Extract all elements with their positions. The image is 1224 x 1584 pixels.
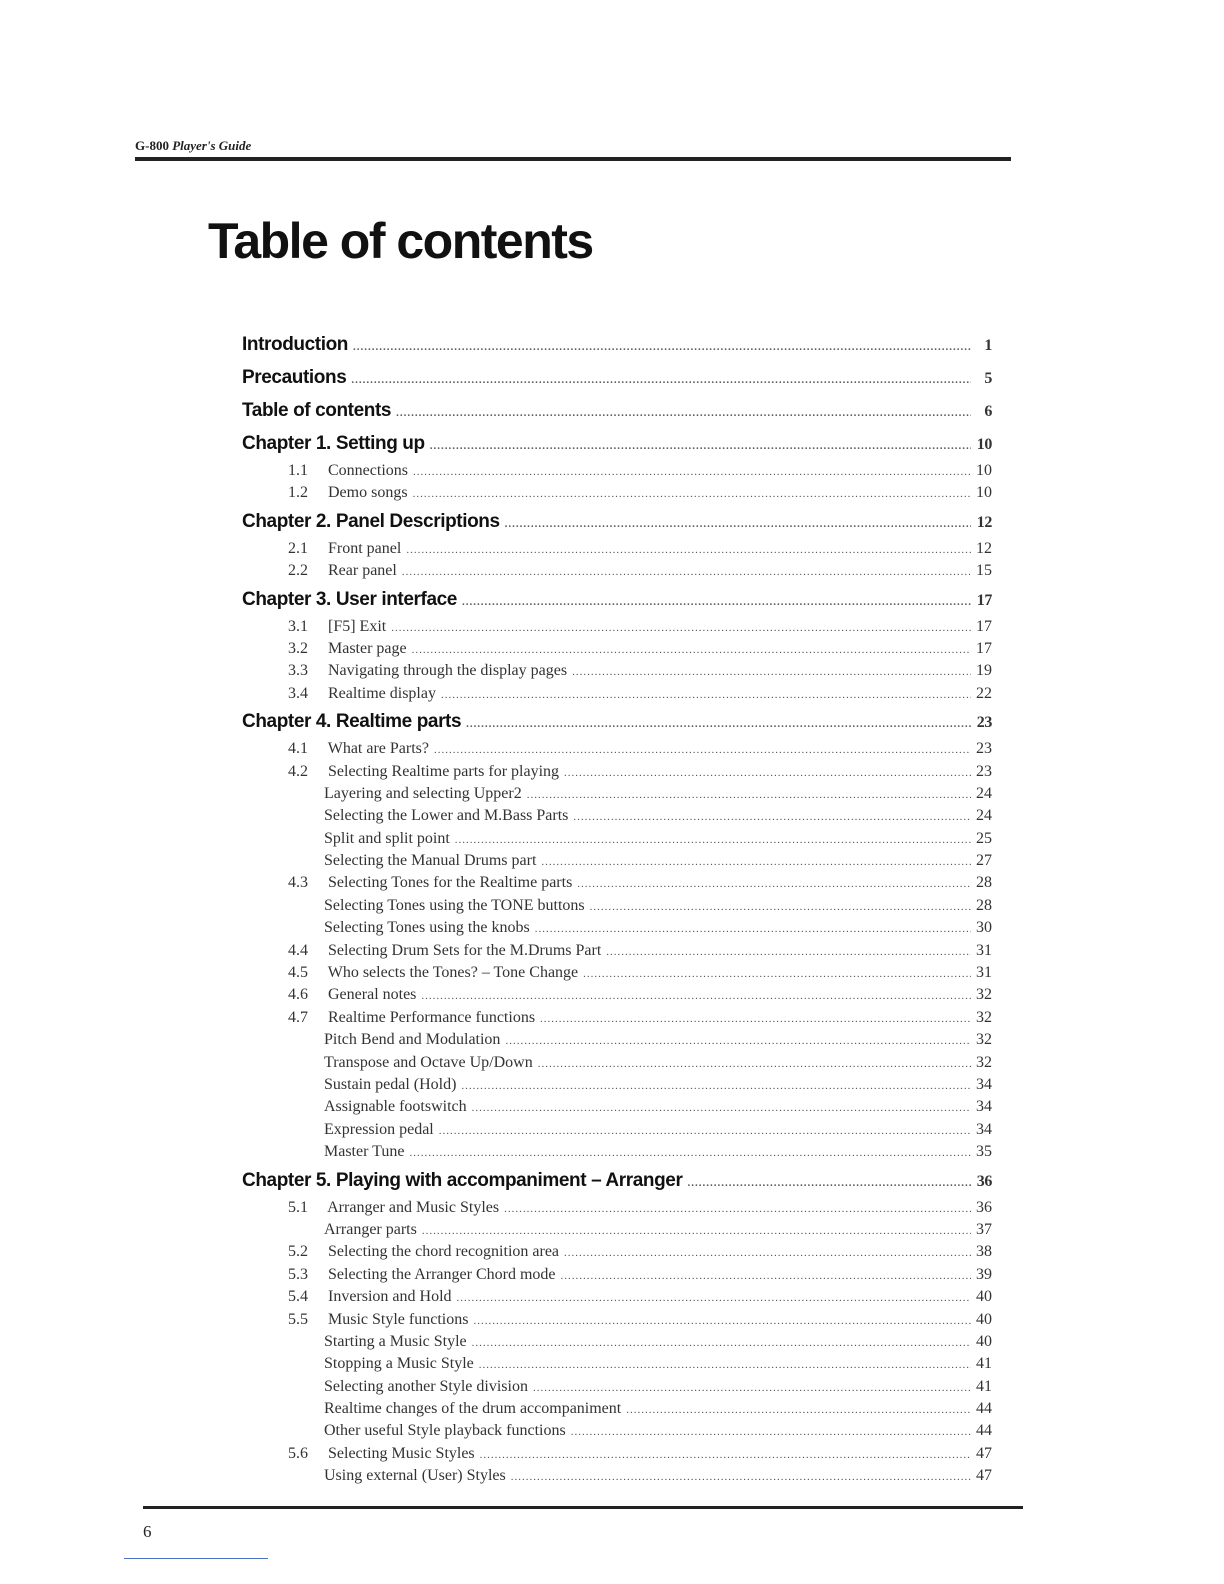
toc-entry-number: 3.4 (288, 684, 308, 702)
dot-leader (572, 661, 971, 682)
toc-entry-text: Selecting another Style division (324, 1377, 528, 1395)
toc-entry-number: 4.3 (288, 874, 308, 892)
toc-subsection-entry[interactable] (242, 1096, 992, 1118)
toc-subsection-entry[interactable] (242, 1074, 992, 1096)
toc-subsection-entry[interactable] (242, 1331, 992, 1353)
toc-entry-number: 5.2 (288, 1243, 308, 1261)
toc-entry-title (242, 328, 348, 361)
dot-leader (353, 331, 971, 361)
footer-underline (124, 1558, 268, 1559)
toc-entry-page: 34 (976, 1075, 992, 1093)
toc-entry-page: 17 (976, 639, 992, 657)
toc-section-entry[interactable] (242, 940, 992, 962)
toc-entry-text: Selecting the Arranger Chord mode (328, 1265, 556, 1283)
page-title: Table of contents (208, 213, 593, 269)
toc-entry-number: 4.7 (288, 1008, 308, 1026)
dot-leader (413, 461, 971, 482)
toc-section-entry[interactable] (242, 1264, 992, 1286)
toc-section-entry[interactable] (242, 1309, 992, 1331)
toc-entry-page: 19 (976, 662, 992, 680)
dot-leader (511, 1466, 971, 1487)
toc-entry-title (242, 1164, 682, 1197)
toc-section-entry[interactable] (242, 538, 992, 560)
toc-entry-title (324, 1420, 566, 1442)
toc-section-entry[interactable] (242, 1241, 992, 1263)
toc-entry-title (288, 1264, 556, 1286)
dot-leader (606, 941, 971, 962)
toc-entry-text: Assignable footswitch (324, 1098, 467, 1116)
toc-entry-text: Stopping a Music Style (324, 1355, 474, 1373)
toc-entry-title (242, 505, 500, 538)
toc-entry-title (324, 1219, 417, 1241)
toc-section-entry[interactable] (242, 1007, 992, 1029)
toc-entry-title (288, 482, 408, 504)
dot-leader (626, 1399, 971, 1420)
toc-entry-page: 24 (976, 784, 992, 802)
toc-entry-number: 3.1 (288, 617, 308, 635)
toc-entry-text: Realtime display (328, 684, 436, 702)
toc-entry-text: Master page (328, 639, 407, 657)
toc-entry-text: Layering and selecting Upper2 (324, 784, 522, 802)
toc-entry-page: 25 (976, 829, 992, 847)
toc-entry-page: 37 (976, 1220, 992, 1238)
toc-entry-page: 41 (976, 1377, 992, 1395)
header-rule (135, 157, 1011, 161)
toc-entry-page: 23 (976, 762, 992, 780)
toc-entry-title (288, 1286, 452, 1308)
toc-section-entry[interactable] (242, 683, 992, 705)
toc-entry-page: 44 (976, 1422, 992, 1440)
toc-entry-text: What are Parts? (327, 740, 429, 758)
toc-entry-text: General notes (328, 986, 417, 1004)
running-header (135, 138, 251, 154)
toc-section-entry[interactable] (242, 1443, 992, 1465)
toc-subsection-entry[interactable] (242, 1398, 992, 1420)
toc-subsection-entry[interactable] (242, 1353, 992, 1375)
toc-entry-title (242, 394, 391, 427)
dot-leader (430, 430, 971, 460)
toc-section-entry[interactable] (242, 638, 992, 660)
toc-entry-title (324, 1331, 467, 1353)
toc-entry-text: User interface (335, 588, 457, 610)
toc-entry-page: 5 (984, 370, 992, 387)
toc-entry-title (324, 850, 536, 872)
dot-leader (351, 364, 971, 394)
toc-entry-text: Selecting Drum Sets for the M.Drums Part (328, 941, 602, 959)
toc-entry-page: 36 (976, 1198, 992, 1216)
dot-leader (577, 873, 971, 894)
toc-entry-title (324, 895, 585, 917)
toc-entry-title (288, 460, 408, 482)
toc-section-entry[interactable] (242, 560, 992, 582)
toc-entry-text: Master Tune (324, 1143, 405, 1161)
toc-entry-text: Transpose and Octave Up/Down (324, 1053, 533, 1071)
toc-entry-number: 4.2 (288, 762, 308, 780)
dot-leader (402, 561, 971, 582)
toc-entry-number: 3.3 (288, 662, 308, 680)
toc-entry-page: 15 (976, 562, 992, 580)
toc-entry-text: Starting a Music Style (324, 1332, 467, 1350)
toc-entry-title (324, 1074, 456, 1096)
toc-entry-text: Sustain pedal (Hold) (324, 1075, 457, 1093)
toc-entry-text: [F5] Exit (328, 617, 387, 635)
toc-entry-text: Realtime Performance functions (328, 1008, 536, 1026)
toc-entry-page: 38 (976, 1243, 992, 1261)
toc-subsection-entry[interactable] (242, 1465, 992, 1487)
toc-subsection-entry[interactable] (242, 1052, 992, 1074)
toc-entry-title (288, 984, 416, 1006)
toc-entry-page: 6 (984, 403, 992, 420)
toc-entry-page: 28 (976, 874, 992, 892)
toc-entry-text: Table of contents (242, 400, 392, 421)
toc-entry-text: Connections (328, 462, 408, 479)
toc-chapter-entry[interactable] (242, 583, 992, 616)
toc-entry-text: Rear panel (328, 562, 397, 580)
dot-leader (479, 1354, 971, 1375)
toc-entry-text: Selecting Tones using the TONE buttons (324, 896, 585, 914)
toc-entry-title (288, 1443, 475, 1465)
toc-subsection-entry[interactable] (242, 917, 992, 939)
toc-entry-text: Playing with accompaniment – Arranger (335, 1169, 683, 1191)
dot-leader (505, 1030, 971, 1051)
toc-entry-text: Who selects the Tones? – Tone Change (327, 964, 579, 982)
toc-entry-number: 1.2 (288, 484, 308, 502)
dot-leader (462, 586, 971, 616)
toc-entry-title (242, 583, 457, 616)
toc-subsection-entry[interactable] (242, 1141, 992, 1163)
toc-entry-text: Realtime changes of the drum accompaniment (324, 1400, 622, 1418)
toc-entry-page: 10 (976, 462, 992, 479)
toc-chapter-entry[interactable] (242, 394, 992, 427)
toc-entry-text: Navigating through the display pages (328, 662, 568, 680)
dot-leader (472, 1332, 971, 1353)
toc-entry-title (324, 917, 530, 939)
toc-entry-title (242, 361, 346, 394)
toc-entry-title (288, 761, 559, 783)
toc-entry-number: 5.3 (288, 1265, 308, 1283)
toc-entry-number: 2.1 (288, 539, 308, 557)
dot-leader (564, 762, 971, 783)
dot-leader (480, 1444, 971, 1465)
dot-leader (472, 1097, 971, 1118)
toc-entry-number: 5.5 (288, 1310, 308, 1328)
toc-entry-title (288, 538, 401, 560)
toc-subsection-entry[interactable] (242, 1029, 992, 1051)
dot-leader (504, 1198, 971, 1219)
toc-entry-title (324, 1398, 621, 1420)
toc-entry-text: Pitch Bend and Modulation (324, 1031, 501, 1049)
dot-leader (406, 539, 971, 560)
toc-entry-text: Front panel (328, 539, 402, 557)
toc-subsection-entry[interactable] (242, 805, 992, 827)
toc-subsection-entry[interactable] (242, 850, 992, 872)
toc-subsection-entry[interactable] (242, 1119, 992, 1141)
toc-subsection-entry[interactable] (242, 1420, 992, 1442)
toc-section-entry[interactable] (242, 482, 992, 504)
toc-section-entry[interactable] (242, 761, 992, 783)
toc-entry-title (324, 783, 522, 805)
page-number: 6 (143, 1522, 152, 1541)
toc-entry-page: 27 (976, 852, 992, 870)
toc-entry-page: 34 (976, 1120, 992, 1138)
toc-section-entry[interactable] (242, 872, 992, 894)
toc-entry-number: 1.1 (288, 462, 308, 479)
toc-entry-title (242, 427, 425, 460)
toc-entry-page: 40 (976, 1332, 992, 1350)
toc-entry-title (288, 616, 386, 638)
toc-entry-number: Chapter 2. (242, 510, 331, 532)
toc-entry-page: 10 (976, 484, 992, 502)
toc-entry-page: 47 (976, 1467, 992, 1485)
dot-leader (455, 829, 971, 850)
toc-entry-title (288, 940, 601, 962)
toc-entry-title (288, 1197, 499, 1219)
toc-entry-title (288, 1007, 535, 1029)
toc-entry-page: 30 (976, 919, 992, 937)
toc-entry-title (288, 872, 572, 894)
toc-entry-page: 23 (976, 714, 992, 732)
toc-entry-page: 17 (976, 617, 992, 635)
toc-entry-page: 39 (976, 1265, 992, 1283)
toc-entry-text: Panel Descriptions (335, 510, 500, 532)
dot-leader (535, 918, 971, 939)
toc-entry-title (324, 1141, 404, 1163)
toc-entry-number: Chapter 1. (242, 433, 331, 454)
toc-subsection-entry[interactable] (242, 1376, 992, 1398)
toc-entry-title (324, 828, 450, 850)
dot-leader (533, 1377, 971, 1398)
toc-entry-text: Using external (User) Styles (324, 1467, 506, 1485)
toc-entry-page: 12 (976, 539, 992, 557)
toc-entry-number: Chapter 5. (242, 1169, 331, 1191)
header-guide: Player's Guide (172, 138, 252, 153)
table-of-contents (242, 328, 992, 1488)
toc-entry-text: Other useful Style playback functions (324, 1422, 566, 1440)
dot-leader (541, 851, 971, 872)
footer-rule (143, 1506, 1023, 1509)
dot-leader (441, 684, 971, 705)
toc-entry-number: 4.6 (288, 986, 308, 1004)
toc-entry-page: 28 (976, 896, 992, 914)
toc-entry-text: Music Style functions (328, 1310, 469, 1328)
toc-entry-text: Precautions (242, 367, 347, 388)
toc-entry-text: Selecting the Lower and M.Bass Parts (324, 807, 569, 825)
toc-chapter-entry[interactable] (242, 705, 992, 738)
toc-entry-title (288, 560, 397, 582)
toc-chapter-entry[interactable] (242, 328, 992, 361)
toc-entry-text: Introduction (242, 334, 349, 355)
dot-leader (439, 1120, 971, 1141)
toc-entry-page: 23 (976, 740, 992, 758)
toc-entry-text: Selecting Tones for the Realtime parts (328, 874, 573, 892)
toc-entry-text: Realtime parts (335, 711, 462, 733)
dot-leader (590, 896, 971, 917)
dot-leader (564, 1242, 971, 1263)
dot-leader (573, 806, 971, 827)
toc-entry-title (324, 1052, 533, 1074)
dot-leader (422, 1220, 971, 1241)
dot-leader (527, 784, 971, 805)
toc-chapter-entry[interactable] (242, 361, 992, 394)
toc-entry-title (288, 638, 407, 660)
dot-leader (505, 508, 971, 538)
toc-entry-text: Selecting the chord recognition area (328, 1243, 560, 1261)
dot-leader (421, 985, 971, 1006)
dot-leader (538, 1053, 971, 1074)
toc-section-entry[interactable] (242, 460, 992, 482)
dot-leader (409, 1142, 971, 1163)
toc-chapter-entry[interactable] (242, 1164, 992, 1197)
toc-entry-page: 47 (976, 1444, 992, 1462)
toc-section-entry[interactable] (242, 660, 992, 682)
toc-entry-page: 40 (976, 1310, 992, 1328)
dot-leader (583, 963, 971, 984)
toc-section-entry[interactable] (242, 984, 992, 1006)
toc-entry-page: 40 (976, 1288, 992, 1306)
toc-section-entry[interactable] (242, 1286, 992, 1308)
toc-entry-title (324, 1096, 467, 1118)
toc-entry-title (288, 1309, 468, 1331)
toc-subsection-entry[interactable] (242, 895, 992, 917)
toc-entry-title (242, 705, 461, 738)
toc-entry-title (288, 1241, 559, 1263)
toc-entry-number: 4.4 (288, 941, 308, 959)
toc-subsection-entry[interactable] (242, 783, 992, 805)
toc-entry-title (288, 660, 567, 682)
dot-leader (434, 739, 971, 760)
toc-entry-title (324, 1119, 434, 1141)
toc-entry-text: Selecting Realtime parts for playing (328, 762, 560, 780)
toc-subsection-entry[interactable] (242, 1219, 992, 1241)
toc-entry-page: 44 (976, 1400, 992, 1418)
toc-entry-title (324, 1465, 506, 1487)
toc-subsection-entry[interactable] (242, 828, 992, 850)
dot-leader (687, 1167, 971, 1197)
toc-entry-page: 41 (976, 1355, 992, 1373)
dot-leader (391, 617, 971, 638)
toc-entry-title (324, 1376, 528, 1398)
toc-entry-number: Chapter 4. (242, 711, 331, 733)
dot-leader (413, 483, 971, 504)
toc-entry-page: 12 (976, 513, 992, 531)
toc-entry-title (288, 683, 436, 705)
toc-entry-number: Chapter 3. (242, 588, 331, 610)
toc-chapter-entry[interactable] (242, 505, 992, 538)
toc-entry-text: Arranger parts (324, 1220, 417, 1238)
toc-entry-text: Setting up (335, 433, 425, 454)
toc-entry-text: Arranger and Music Styles (327, 1198, 500, 1216)
dot-leader (540, 1008, 971, 1029)
dot-leader (473, 1310, 971, 1331)
dot-leader (412, 639, 971, 660)
toc-entry-page: 22 (976, 684, 992, 702)
toc-entry-title (288, 962, 578, 984)
toc-entry-page: 31 (976, 941, 992, 959)
dot-leader (561, 1265, 972, 1286)
dot-leader (457, 1287, 971, 1308)
toc-entry-page: 32 (976, 1008, 992, 1026)
toc-entry-title (324, 805, 568, 827)
toc-entry-page: 10 (976, 436, 992, 453)
dot-leader (466, 708, 971, 738)
toc-entry-page: 24 (976, 807, 992, 825)
toc-entry-title (324, 1029, 500, 1051)
toc-entry-page: 34 (976, 1098, 992, 1116)
toc-entry-text: Selecting Music Styles (328, 1444, 475, 1462)
toc-entry-page: 32 (976, 1053, 992, 1071)
toc-entry-number: 3.2 (288, 639, 308, 657)
toc-entry-text: Selecting Tones using the knobs (324, 919, 530, 937)
toc-section-entry[interactable] (242, 616, 992, 638)
toc-entry-text: Selecting the Manual Drums part (324, 852, 537, 870)
dot-leader (571, 1421, 971, 1442)
toc-entry-text: Expression pedal (324, 1120, 434, 1138)
toc-entry-text: Inversion and Hold (328, 1288, 452, 1306)
toc-entry-page: 1 (984, 337, 992, 354)
toc-entry-number: 4.5 (288, 964, 308, 982)
toc-entry-number: 5.4 (288, 1288, 308, 1306)
dot-leader (396, 397, 971, 427)
toc-entry-number: 2.2 (288, 562, 308, 580)
toc-section-entry[interactable] (242, 962, 992, 984)
toc-entry-page: 31 (976, 964, 992, 982)
toc-section-entry[interactable] (242, 1197, 992, 1219)
toc-entry-page: 17 (976, 591, 992, 609)
toc-entry-page: 36 (976, 1172, 992, 1190)
toc-entry-page: 35 (976, 1143, 992, 1161)
toc-entry-page: 32 (976, 986, 992, 1004)
dot-leader (461, 1075, 971, 1096)
toc-entry-number: 4.1 (288, 740, 308, 758)
toc-entry-title (288, 738, 429, 760)
toc-chapter-entry[interactable] (242, 427, 992, 460)
header-product: G-800 (135, 138, 169, 153)
toc-entry-title (324, 1353, 474, 1375)
toc-entry-text: Split and split point (324, 829, 450, 847)
toc-entry-text: Demo songs (328, 484, 408, 502)
toc-entry-number: 5.6 (288, 1444, 308, 1462)
toc-section-entry[interactable] (242, 738, 992, 760)
toc-entry-number: 5.1 (288, 1198, 308, 1216)
toc-entry-page: 32 (976, 1031, 992, 1049)
